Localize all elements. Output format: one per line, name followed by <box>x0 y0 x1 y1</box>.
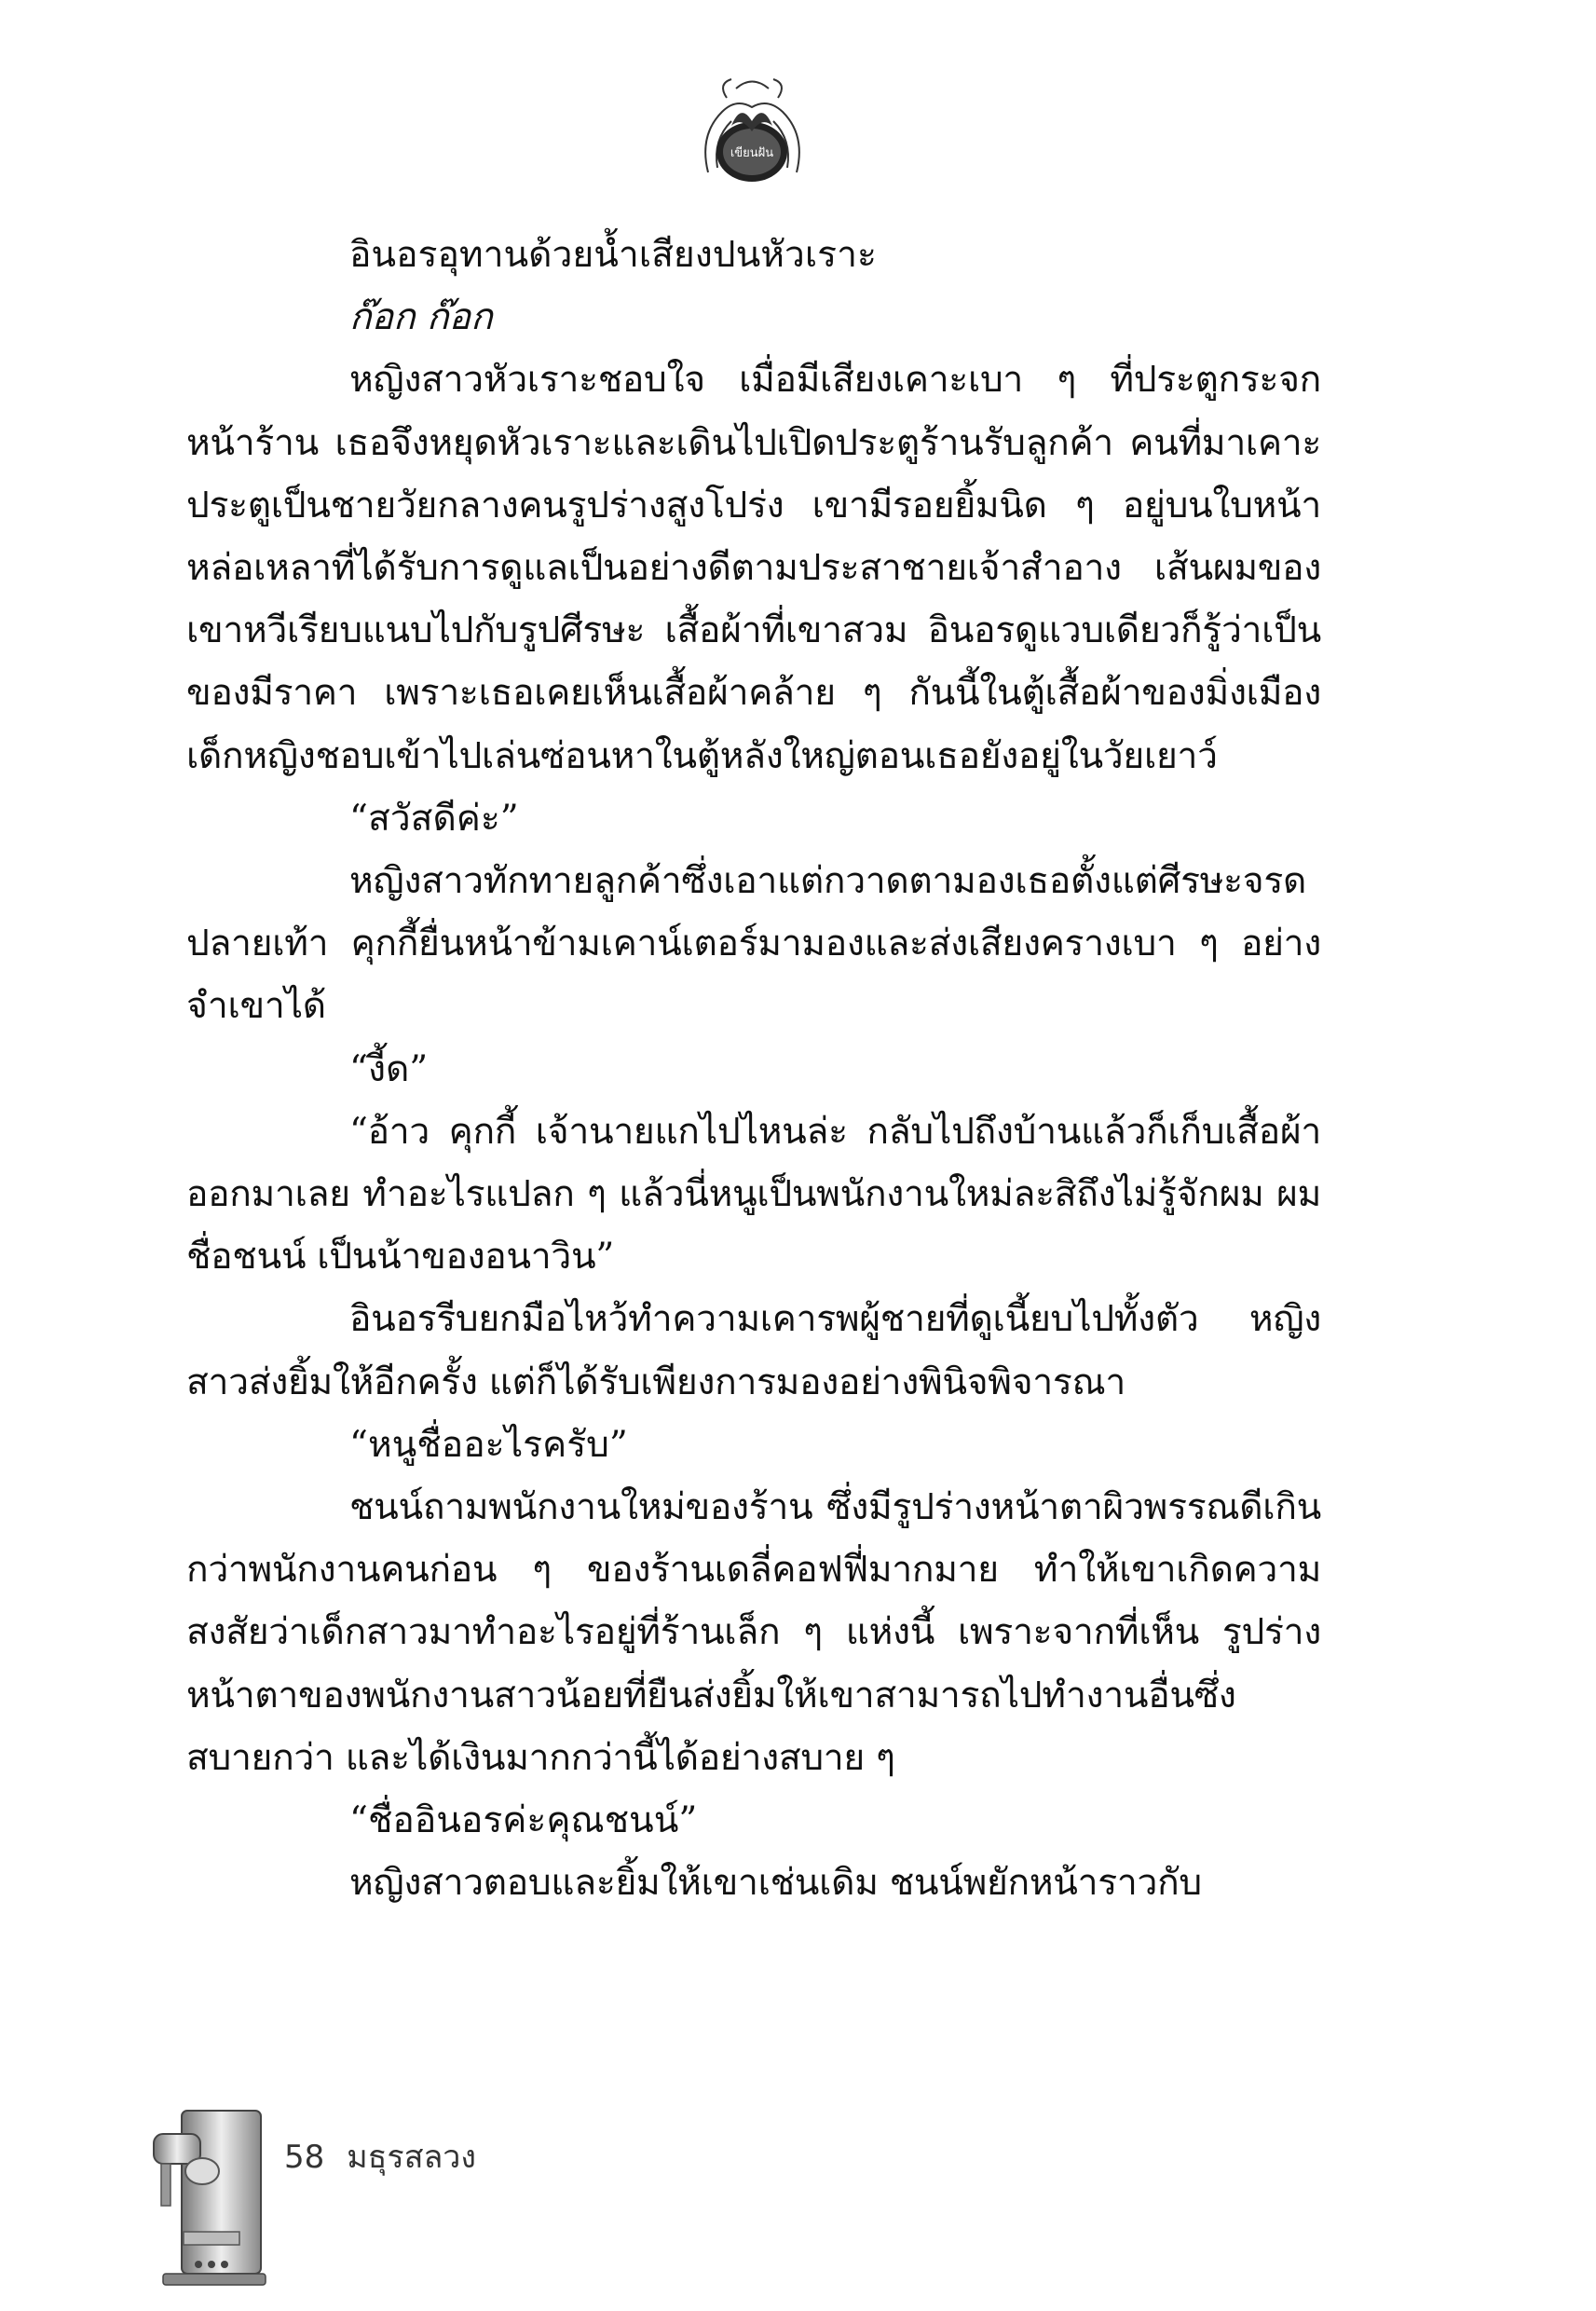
ornamental-emblem-icon <box>689 70 815 196</box>
paragraph: ชนน์ถามพนักงานใหม่ของร้าน ซึ่งมีรูปร่างหน้าตาผิวพรรณดีเกินกว่าพนักงานคนก่อน ๆ ของร้านเดลี่คอฟฟี่มากมาย ทำให้เขาเกิดความสงสัยว่าเด็กสาวมาทำอะไรอยู่ที่ร้านเล็ก ๆ แห่งนี้ เพราะจากที่เห็น รูปร่างหน้าตาของพนักงานสาวน้อยที่ยืนส่งยิ้มให้เขาสามารถไปทำงานอื่นซึ่งสบายกว่า และได้เงินมากกว่านี้ได้อย่างสบาย ๆ <box>186 1486 1321 1779</box>
page-body-text <box>186 224 1321 1914</box>
folio <box>284 2131 498 2181</box>
author-name: มธุรสลวง <box>347 2139 476 2176</box>
paragraph: “ชื่ออินอรค่ะคุณชนน์” <box>349 1799 698 1842</box>
paragraph: หญิงสาวทักทายลูกค้าซึ่งเอาแต่กวาดตามองเธอตั้งแต่ศีรษะจรดปลายเท้า คุกกี้ยื่นหน้าข้ามเคาน์เตอร์มามองและส่งเสียงครางเบา ๆ อย่างจำเขาได้ <box>186 860 1321 1028</box>
paragraph: ก๊อก ก๊อก <box>349 296 493 339</box>
paragraph: หญิงสาวตอบและยิ้มให้เขาเช่นเดิม ชนน์พยักหน้าราวกับ <box>349 1862 1202 1905</box>
paragraph: “อ้าว คุกกี้ เจ้านายแกไปไหนล่ะ กลับไปถึงบ้านแล้วก็เก็บเสื้อผ้าออกมาเลย ทำอะไรแปลก ๆ แล้วนี่หนูเป็นพนักงานใหม่ละสิถึงไม่รู้จักผม ผมชื่อชนน์ เป็นน้าของอนาวิน” <box>186 1110 1321 1279</box>
paragraph: หญิงสาวหัวเราะชอบใจ เมื่อมีเสียงเคาะเบา ๆ ที่ประตูกระจกหน้าร้าน เธอจึงหยุดหัวเราะและเดินไปเปิดประตูร้านรับลูกค้า คนที่มาเคาะประตูเป็นชายวัยกลางคนรูปร่างสูงโปร่ง เขามีรอยยิ้มนิด ๆ อยู่บนใบหน้าหล่อเหลาที่ได้รับการดูแลเป็นอย่างดีตามประสาชายเจ้าสำอาง เส้นผมของเขาหวีเรียบแนบไปกับรูปศีรษะ เสื้อผ้าที่เขาสวม อินอรดูแวบเดียวก็รู้ว่าเป็นของมีราคา เพราะเธอเคยเห็นเสื้อผ้าคล้าย ๆ กันนี้ในตู้เสื้อผ้าของมิ่งเมือง เด็กหญิงชอบเข้าไปเล่นซ่อนหาในตู้หลังใหญ่ตอนเธอยังอยู่ในวัยเยาว์ <box>186 359 1321 777</box>
publisher-logo <box>689 70 815 196</box>
paragraph: อินอรรีบยกมือไหว้ทำความเคารพผู้ชายที่ดูเนี้ยบไปทั้งตัว หญิงสาวส่งยิ้มให้อีกครั้ง แต่ก็ได้รับเพียงการมองอย่างพินิจพิจารณา <box>186 1298 1321 1403</box>
espresso-machine-icon <box>144 2101 270 2288</box>
paragraph: “งี้ด” <box>349 1047 429 1090</box>
page-footer <box>144 2101 703 2306</box>
logo-text: เขียนฝัน <box>730 146 774 160</box>
paragraph: “หนูชื่ออะไรครับ” <box>349 1423 628 1466</box>
paragraph: “สวัสดีค่ะ” <box>349 797 519 840</box>
paragraph: อินอรอุทานด้วยน้ำเสียงปนหัวเราะ <box>349 234 877 276</box>
page-number: 58 <box>284 2139 325 2176</box>
